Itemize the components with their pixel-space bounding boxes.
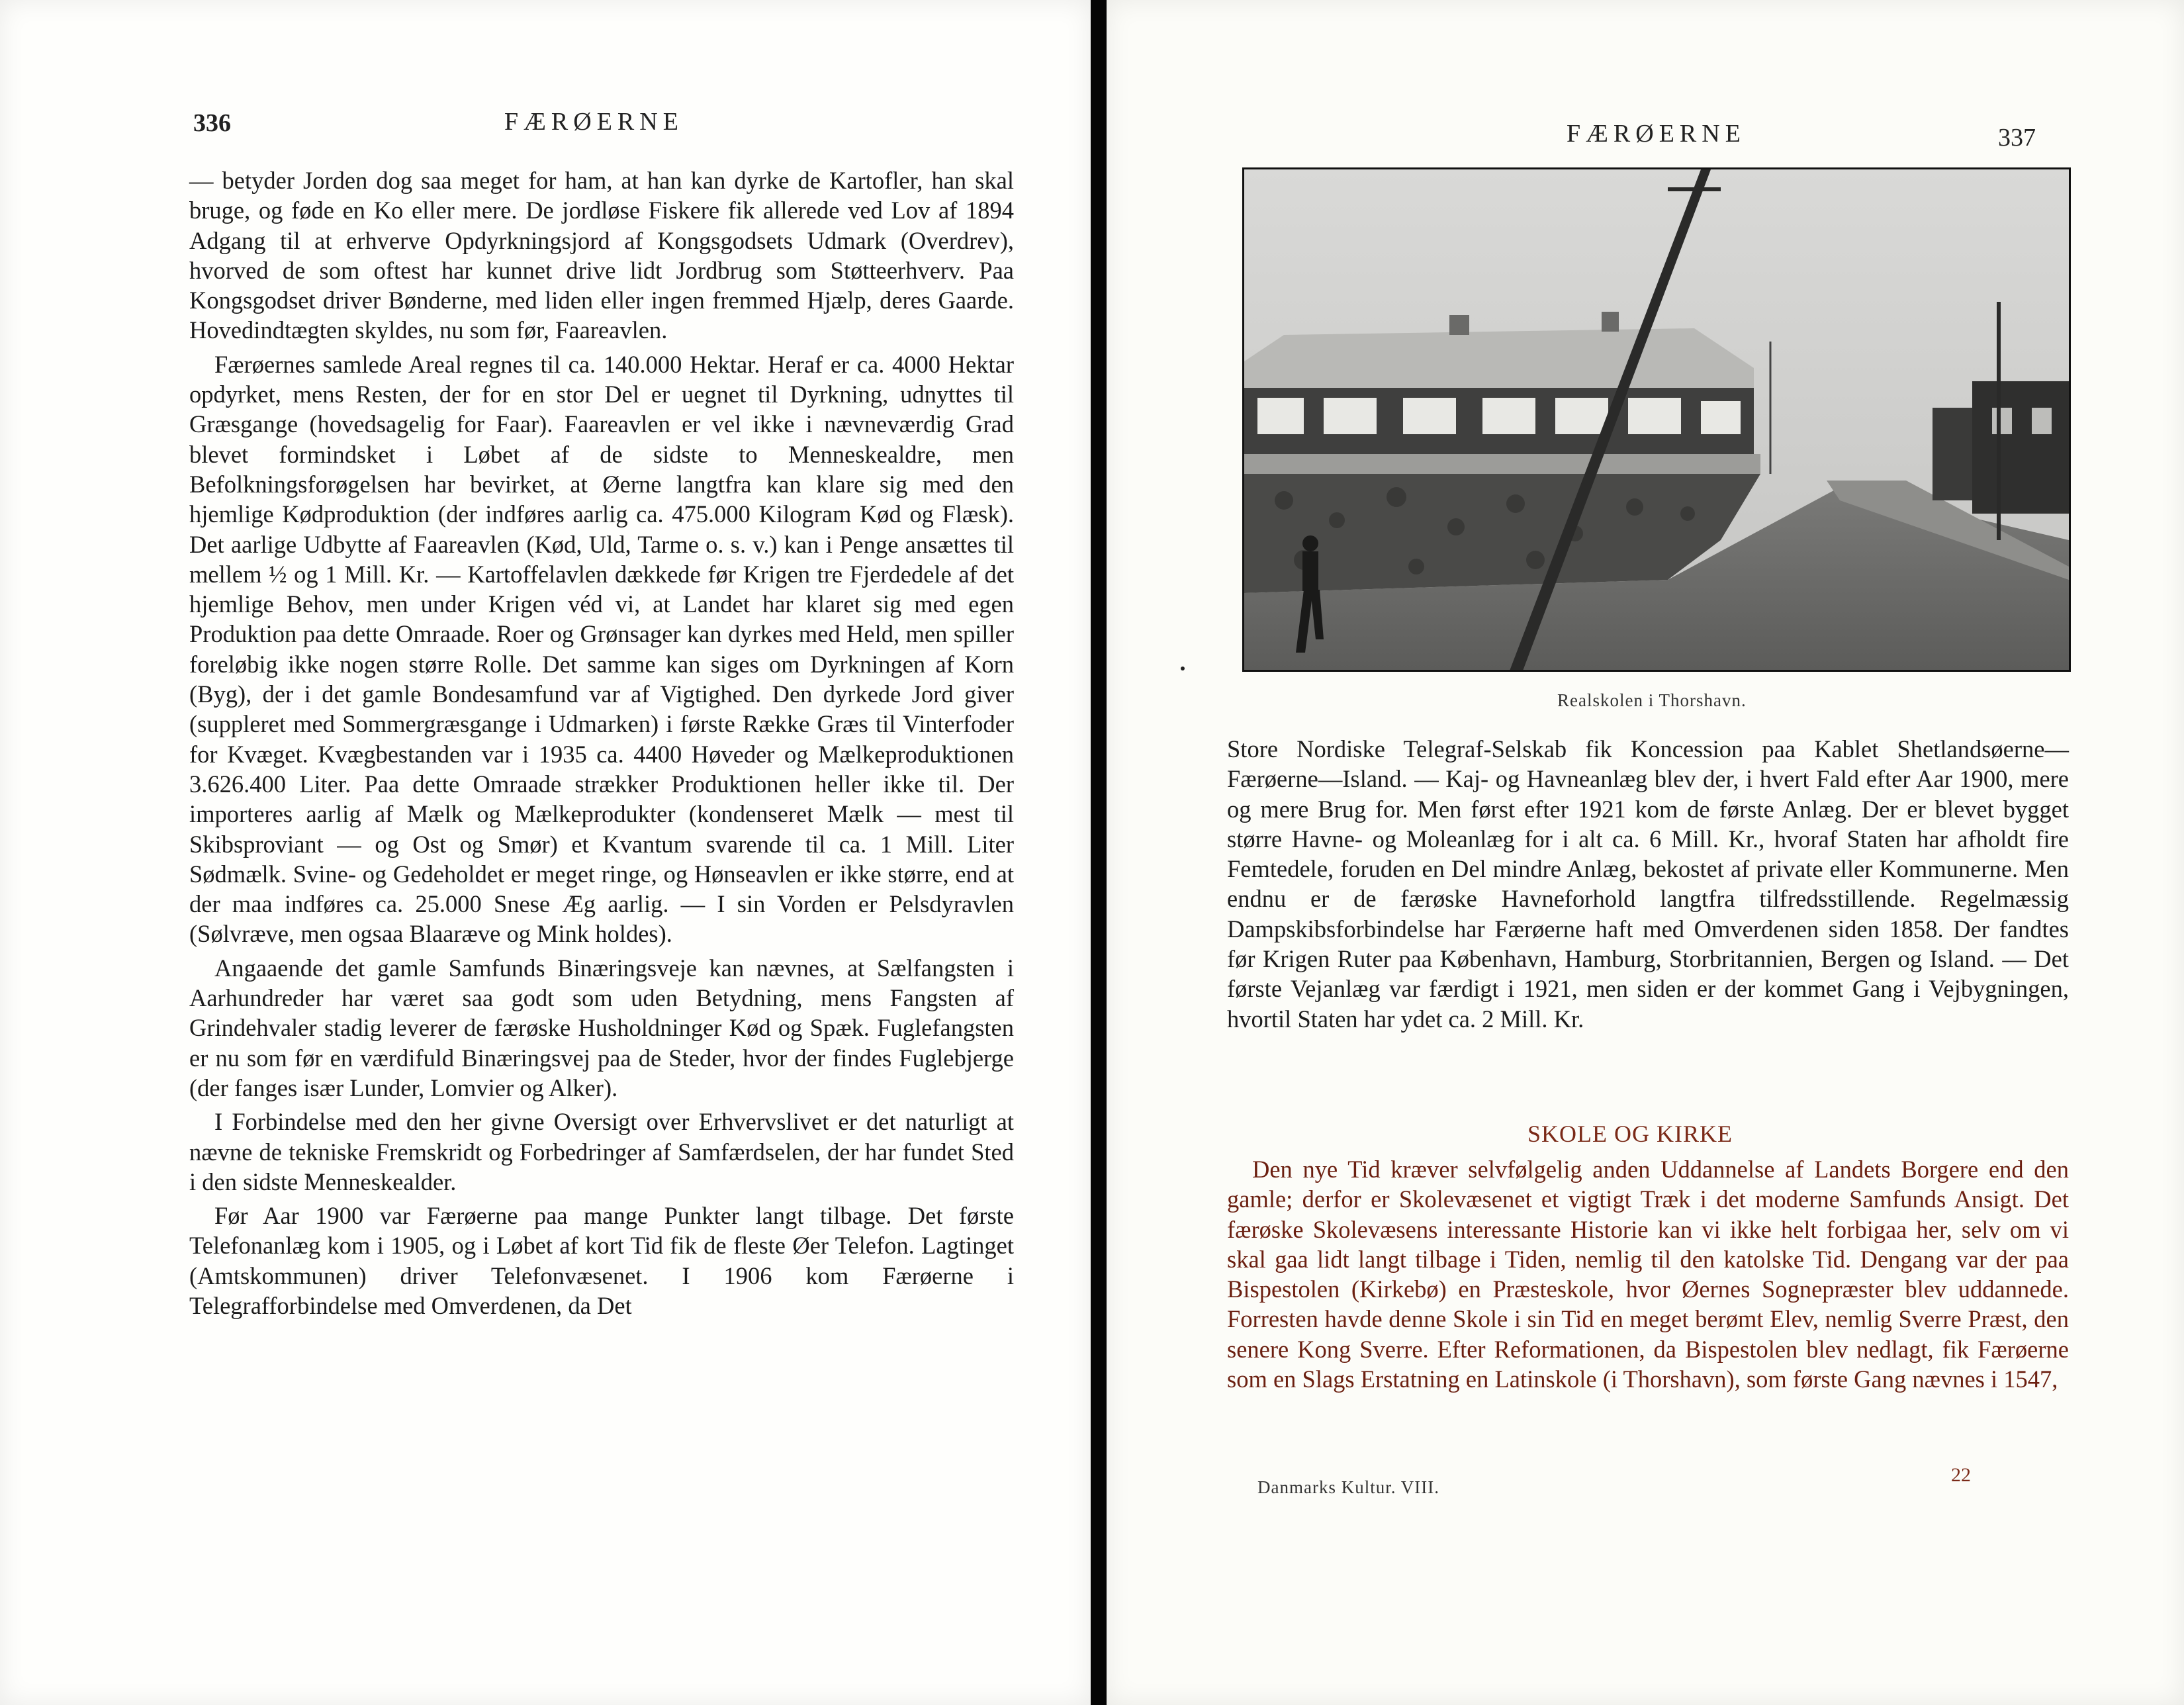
footer-book-title: Danmarks Kultur. VIII. [1257, 1477, 1439, 1497]
school-building-image [1244, 169, 2069, 670]
print-speck [1181, 667, 1185, 670]
right-folio: 337 [1998, 124, 2036, 152]
left-paragraph-2: Færøernes samlede Areal regnes til ca. 140.000 Hektar. Heraf er ca. 4000 Hektar opdyrket, mens Resten, der for en stor Del er uegnet til Dyrkning, udnyttes til Græsgange (hovedsagelig for Faar). Faareavlen er vel ikke i nævneværdig Grad blevet formindsket i Løbet af de sidste to Menneskealdre, men Befolkningsforøgelsen har bevirket, at Øerne langtfra kan klare sig med den hjemlige Kødproduktion (der indføres aarlig ca. 475.000 Kilogram Kød og Flæsk). Det aarlige Udbytte af Faareavlen (Kød, Uld, Tarme o. s. v.) kan i Penge ansættes til mellem ½ og 1 Mill. Kr. — Kartoffelavlen dækkede før Krigen tre Fjerdedele af det hjemlige Behov, men under Krigen véd vi, at Landet har klaret sig med egen Produktion paa dette Omraade. Roer og Grønsager kan dyrkes med Held, men spiller foreløbig ikke nogen større Rolle. Det samme kan siges om Dyrkningen af Korn (Byg), der i det gamle Bondesamfund var af Vigtighed. Den dyrkede Jord giver (suppleret med Sommergræsgange i Udmarken) i første Række Græs til Vinterfoder for Kvæget. Kvægbestanden var i 1935 ca. 4400 Høveder og Mælkeproduktionen 3.626.400 Liter. Paa dette Omraade strækker Produktionen heller ikke til. Der importeres aarlig af Mælk og Mælkeprodukter (kondenseret Mælk — mest til Skibsproviant — og Ost og Smør) et Kvantum svarende til ca. 1 Mill. Liter Sødmælk. Svine- og Gedeholdet er meget ringe, og Hønseavlen er ikke større, end at der maa indføres ca. 25.000 Snese Æg aarlig. — I sin Vorden er Pelsdyravlen (Sølvræve, men ogsaa Blaaræve og Mink holdes). [189, 350, 1014, 948]
section-heading-skole-og-kirke: SKOLE OG KIRKE [1527, 1121, 1733, 1147]
left-page [0, 0, 1091, 1705]
right-paragraph-top: Store Nordiske Telegraf-Selskab fik Koncession paa Kablet Shetlandsøerne—Færøerne—Island. — Kaj- og Havneanlæg blev der, i hvert Fald efter Aar 1900, mere og mere Brug for. Men først efter 1921 kom de første Anlæg. Der er blevet bygget større Havne- og Moleanlæg for i alt ca. 6 Mill. Kr., hvoraf Staten har afholdt fire Femtedele, foruden en Del mindre Anlæg, bekostet af private eller Kommunerne. Men endnu er de færøske Havneforhold langtfra tilfredsstillende. Regelmæssig Dampskibsforbindelse har Færøerne haft med Omverdenen siden 1858. Der fandtes før Krigen Ruter paa København, Hamburg, Storbritannien, Bergen og Island. — Det første Vejanlæg var færdigt i 1921, men siden er der kommet Gang i Vejbygningen, hvortil Staten har ydet ca. 2 Mill. Kr. [1227, 735, 2069, 1033]
right-running-head: FÆRØERNE [1567, 120, 1746, 148]
left-paragraph-3: Angaaende det gamle Samfunds Binæringsveje kan nævnes, at Sælfangsten i Aarhundreder har været saa godt som uden Betydning, mens Fangsten af Grindehvaler stadig leverer de færøske Husholdninger Kød og Spæk. Fuglefangsten er nu som før en værdifuld Binæringsvej paa de Steder, hvor der findes Fuglebjerge (der fanges især Lunder, Lomvier og Alker). [189, 954, 1014, 1101]
left-paragraph-5: Før Aar 1900 var Færøerne paa mange Punkter langt tilbage. Det første Telefonanlæg kom i 1905, og i Løbet af kort Tid fik de fleste Øer Telefon. Lagtinget (Amtskommunen) driver Telefonvæsenet. I 1906 kom Færøerne i Telegrafforbindelse med Omverdenen, da Det [189, 1202, 1014, 1319]
signature-mark: 22 [1951, 1464, 1971, 1486]
book-gutter [1091, 0, 1107, 1705]
left-folio: 336 [193, 109, 231, 137]
left-paragraph-1: — betyder Jorden dog saa meget for ham, at han kan dyrke de Kartofler, han skal bruge, og føde en Ko eller mere. De jordløse Fiskere fik allerede ved Lov af 1894 Adgang til at erhverve Opdyrkningsjord af Kongsgodsets Udmark (Overdrev), hvorved de som oftest har kunnet drive lidt Jordbrug som Støtteerhverv. Paa Kongsgodset driver Bønderne, med liden eller ingen fremmed Hjælp, deres Gaarde. Hovedindtægten skyldes, nu som før, Faareavlen. [189, 167, 1014, 344]
left-running-head: FÆRØERNE [504, 108, 684, 136]
right-body-text-top [1227, 734, 2069, 1034]
left-paragraph-4: I Forbindelse med den her givne Oversigt over Erhvervslivet er det naturligt at nævne de tekniske Fremskridt og Forbedringer af Samfærdselen, der har fundet Sted i den sidste Menneskealder. [189, 1108, 1014, 1195]
photo-caption: Realskolen i Thorshavn. [1557, 690, 1747, 710]
right-page [1107, 0, 2184, 1705]
left-body-text [189, 165, 1014, 1320]
right-paragraph-bottom: Den nye Tid kræver selvfølgelig anden Uddannelse af Landets Borgere end den gamle; derfor er Skolevæsenet et vigtigt Træk i det moderne Samfunds Ansigt. Det færøske Skolevæsens interessante Historie kan vi ikke helt forbigaa her, selv om vi skal gaa lidt langt tilbage i Tiden, nemlig til den katolske Tid. Dengang var der paa Bispestolen (Kirkebø) en Præsteskole, hvor Øernes Sognepræster blev uddannede. Forresten havde denne Skole i sin Tid en meget berømt Elev, nemlig Sverre Præst, den senere Kong Sverre. Efter Reformationen, da Bispestolen blev nedlagt, fik Færøerne som en Slags Erstatning en Latinskole (i Thorshavn), som første Gang nævnes i 1547, [1227, 1156, 2069, 1393]
right-body-text-bottom [1227, 1154, 2069, 1394]
realskolen-photo [1242, 167, 2071, 672]
